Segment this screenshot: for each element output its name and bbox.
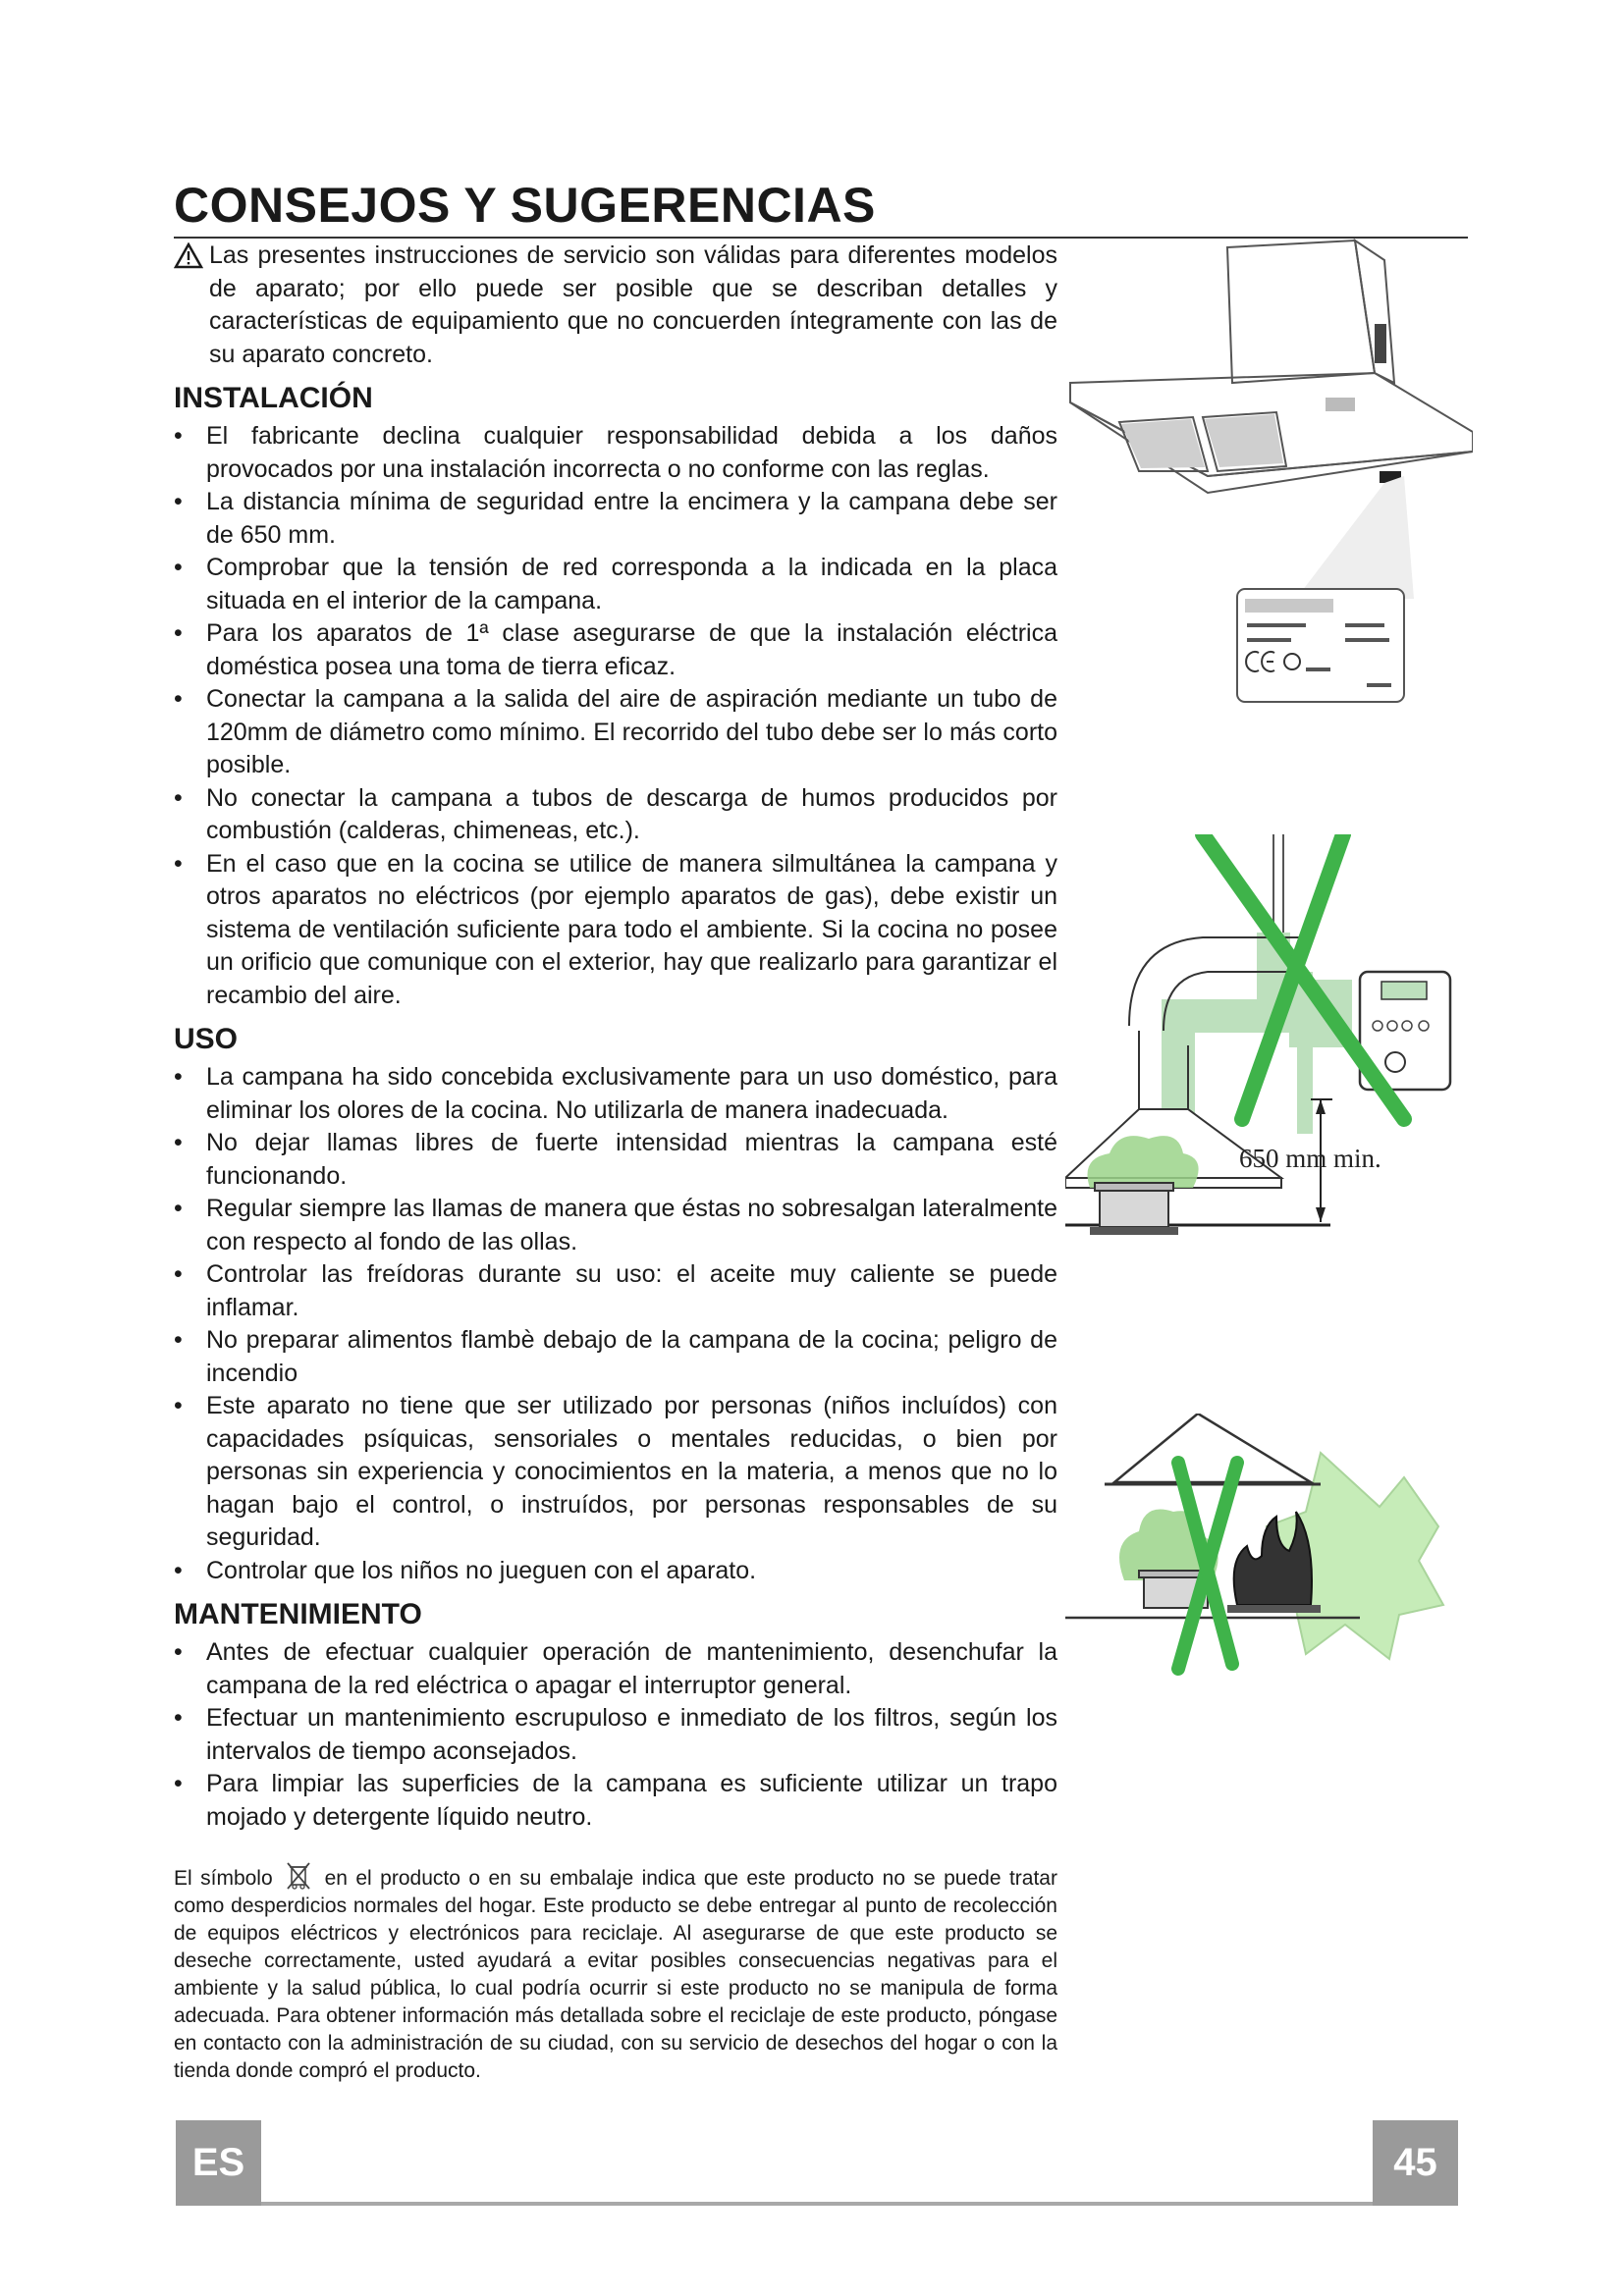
list-item [174,1061,1057,1127]
intro-text: Las presentes instrucciones de servicio son válidas para diferentes modelos de aparato; por ello puede ser posible que se describan detalles y características de equipamiento que no concuerden íntegramente con las de su aparato concreto. [209,241,1057,368]
intro-paragraph [174,240,1057,371]
list-item [174,420,1057,486]
bullet-mark: • [174,1063,183,1091]
bullet-mark: • [174,1195,183,1222]
bullet-mark: • [174,1556,183,1584]
bullet-mark: • [174,849,183,878]
list-item-text: La campana ha sido concebida exclusivamente para un uso doméstico, para eliminar los olores de la cocina. No utilizarla de manera inadecuada. [206,1063,1057,1124]
bullet-mark: • [174,1129,183,1156]
bullet-mark: • [174,619,183,647]
bullet-mark: • [174,488,183,515]
list-item-text: Comprobar que la tensión de red corresponda a la indicada en la placa situada en el interior de la campana. [206,554,1057,614]
list-item [174,617,1057,683]
list-item [174,1127,1057,1193]
list-item [174,1390,1057,1555]
list-item-text: Controlar las freídoras durante su uso: el aceite muy caliente se puede inflamar. [206,1260,1057,1321]
bullet-mark: • [174,783,183,812]
bullet-mark: • [174,554,183,581]
warning-icon [174,242,203,269]
list-item [174,1193,1057,1258]
list-item-text: La distancia mínima de seguridad entre la encimera y la campana debe ser de 650 mm. [206,488,1057,549]
language-badge: ES [176,2120,261,2206]
list-item [174,1768,1057,1834]
list-item [174,1702,1057,1768]
no-flambe-figure [1065,1414,1458,1688]
section-heading: MANTENIMIENTO [174,1598,422,1630]
list-item-text: Regular siempre las llamas de manera que éstas no sobresalgan lateralmente con respecto al fondo de las ollas. [206,1195,1057,1255]
bullet-mark: • [174,422,183,450]
list-item [174,1636,1057,1702]
footer-rule [261,2202,1373,2206]
hood-rating-plate-figure [1060,236,1473,717]
list-item-text: Antes de efectuar cualquier operación de mantenimiento, desenchufar la campana de la red eléctrica o apagar el interruptor general. [206,1638,1057,1699]
recycling-paragraph [174,1861,1057,2085]
list-item-text: En el caso que en la cocina se utilice de manera silmultánea la campana y otros aparatos no eléctricos (por ejemplo aparatos de gas), debe existir un sistema de ventilación suficiente para todo el ambiente. Si la cocina no posee un orificio que comunique con el exterior, hay que realizarlo para garantizar el recambio del aire. [206,849,1057,1009]
recycling-text-after: en el producto o en su embalaje indica que este producto no se puede tratar como desperdicios normales del hogar. Este producto se debe entregar al punto de recolección de equipos eléctricos y electrónicos para reciclaje. Al asegurarse de que este producto se deseche correctamente, usted ayudará a evitar posibles consecuencias negativas para el ambiente y la salud pública, lo cual podría ocurrir si este producto no se manipula de forma adecuada. Para obtener información más detallada sobre el reciclaje de este producto, póngase en contacto con la administración de su ciudad, con su servicio de desechos del hogar o con la tienda donde compró el producto. [174,1867,1057,2082]
bullet-mark: • [174,1392,183,1419]
list-item-text: Para los aparatos de 1ª clase asegurarse de que la instalación eléctrica doméstica posea una toma de tierra eficaz. [206,619,1057,680]
list-item [174,782,1057,848]
page-title: CONSEJOS Y SUGERENCIAS [174,178,876,233]
list-item-text: Conectar la campana a la salida del aire de aspiración mediante un tubo de 120mm de diámetro como mínimo. El recorrido del tubo debe ser lo más corto posible. [206,685,1057,778]
text-column [174,240,1057,2106]
bullet-list [174,1061,1057,1587]
list-item [174,1555,1057,1588]
recycling-text-before: El símbolo [174,1867,273,1890]
list-item-text: No dejar llamas libres de fuerte intensidad mientras la campana esté funcionando. [206,1129,1057,1190]
bullet-list [174,420,1057,1012]
bullet-mark: • [174,685,183,713]
list-item-text: Controlar que los niños no jueguen con el aparato. [206,1556,757,1584]
bullet-mark: • [174,1704,183,1732]
page-number: 45 [1373,2120,1458,2206]
list-item [174,486,1057,552]
list-item [174,552,1057,617]
section-heading: INSTALACIÓN [174,382,373,414]
pot-with-steam-figure [1070,1129,1227,1237]
crossed-bin-icon [285,1861,312,1891]
bullet-mark: • [174,1326,183,1354]
bullet-mark: • [174,1260,183,1288]
distance-label: 650 mm min. [1239,1144,1381,1173]
sections [174,381,1057,1834]
list-item [174,848,1057,1013]
bullet-list [174,1636,1057,1834]
list-item-text: No conectar la campana a tubos de descarga de humos producidos por combustión (calderas, chimeneas, etc.). [206,783,1057,844]
list-item-text: Este aparato no tiene que ser utilizado por personas (niños incluídos) con capacidades psíquicas, sensoriales o mentales reducidas, o bien por personas sin experiencia y conocimientos en la materia, a menos que no lo hagan bajo el control, o instruídos, por personas responsables de su seguridad. [206,1392,1057,1551]
section-heading: USO [174,1023,239,1055]
list-item [174,1324,1057,1390]
list-item-text: Para limpiar las superficies de la campana es suficiente utilizar un trapo mojado y detergente líquido neutro. [206,1770,1057,1831]
list-item [174,683,1057,782]
list-item-text: El fabricante declina cualquier responsabilidad debida a los daños provocados por una instalación incorrecta o no conforme con las reglas. [206,422,1057,483]
bullet-mark: • [174,1638,183,1666]
list-item [174,1258,1057,1324]
list-item-text: Efectuar un mantenimiento escrupuloso e inmediato de los filtros, según los intervalos de tiempo aconsejados. [206,1704,1057,1765]
list-item-text: No preparar alimentos flambè debajo de la campana de la cocina; peligro de incendio [206,1326,1057,1387]
bullet-mark: • [174,1770,183,1797]
